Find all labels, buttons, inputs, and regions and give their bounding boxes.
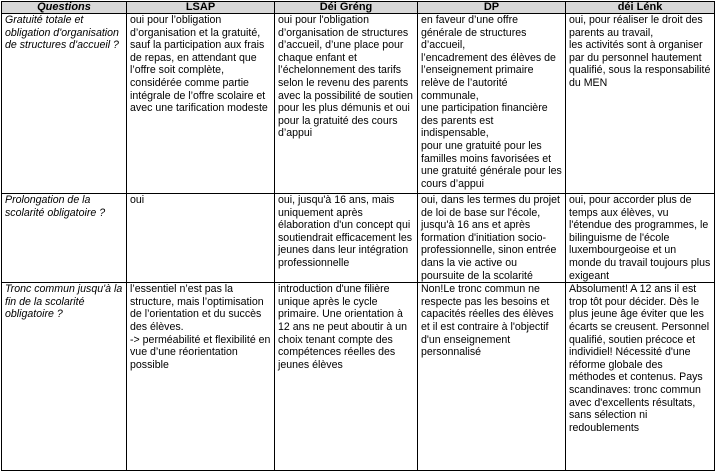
cell-paragraph: en faveur d’une offre générale de structures d’accueil, (421, 14, 527, 52)
header-row (2, 2, 715, 14)
cell-paragraph: les activités sont à organiser par du personnel hautement qualifié, sous la responsabilité du MEN (569, 39, 711, 89)
cell-paragraph: une participation financière des parents est indispensable, (421, 102, 548, 140)
comparison-table (1, 1, 715, 471)
answer-cell-lsap (127, 283, 275, 471)
cell-paragraph: l’encadrement des élèves de l’enseignement primaire relève de l’autorité communale, (421, 51, 556, 102)
table-row (2, 14, 715, 194)
answer-cell-dp: Non!Le tronc commun ne respecte pas les besoins et capacités réelles des élèves et il est contraire à l'objectif d'un enseignement personnalisé (418, 283, 566, 471)
table-row (2, 283, 715, 471)
answer-cell-dp: oui, dans les termes du projet de loi de base sur l'école, jusqu'à 16 ans et après formation d'initiation socio-professionnelle, sinon entrée dans la vie active ou poursuite de la scolarité (418, 194, 566, 283)
answer-cell-lsap: oui pour l’obligation d’organisation et la gratuité, sauf la participation aux frais de repas, en attendant que l’offre soit complète, considérée comme partie intégrale de l’offre scolaire et avec une tarification modeste (127, 14, 275, 194)
cell-paragraph: l’essentiel n’est pas la structure, mais l’optimisation de l’orientation et du succès des élèves. (130, 283, 264, 333)
answer-cell-dei-lenk: oui, pour accorder plus de temps aux élèves, vu l'étendue des programmes, le bilinguisme de l'école luxembourgeoise et un monde du travail toujours plus exigeant (566, 194, 715, 283)
answer-cell-dei-lenk (566, 14, 715, 194)
question-cell: Tronc commun jusqu'à la fin de la scolarité obligatoire ? (2, 283, 127, 471)
header-dei-lenk: déi Lénk (566, 2, 715, 14)
answer-cell-dp (418, 14, 566, 194)
header-dei-greng: Déi Gréng (275, 2, 418, 14)
answer-cell-dei-greng: oui pour l'obligation d’organisation de structures d’accueil, d’une place pour chaque enfant et l’échelonnement des tarifs selon le revenu des parents avec la possibilité de soutien pour les plus démunis et oui pour la gratuité des cours d’appui (275, 14, 418, 194)
answer-cell-dei-greng: introduction d'une filière unique après le cycle primaire. Une orientation à 12 ans ne peut aboutir à un choix tenant compte des compétences réelles des jeunes élèves (275, 283, 418, 471)
table-row (2, 194, 715, 283)
question-cell: Gratuité totale et obligation d'organisation de structures d'accueil ? (2, 14, 127, 194)
header-questions: Questions (2, 2, 127, 14)
cell-paragraph: -> perméabilité et flexibilité en vue d’une réorientation possible (130, 333, 271, 371)
header-lsap: LSAP (127, 2, 275, 14)
question-cell: Prolongation de la scolarité obligatoire ? (2, 194, 127, 283)
cell-paragraph: pour une gratuité pour les familles moins favorisées et une gratuité générale pour les cours d’appui (421, 139, 562, 190)
answer-cell-dei-lenk: Absolument! A 12 ans il est trop tôt pour décider. Dès le plus jeune âge éviter que les écarts se creusent. Personnel qualifié, soutien précoce et individiel! Nécessité d'une réforme globale des méthodes et contenus. Pays scandinaves: tronc commun avec d'excellents résultats, sans sélection ni redoublements (566, 283, 715, 471)
answer-cell-dei-greng: oui, jusqu'à 16 ans, mais uniquement après élaboration d'un concept qui soutiendrait efficacement les jeunes dans leur intégration professionnelle (275, 194, 418, 283)
answer-cell-lsap: oui (127, 194, 275, 283)
cell-paragraph: oui, pour réaliser le droit des parents au travail, (569, 14, 703, 39)
header-dp: DP (418, 2, 566, 14)
